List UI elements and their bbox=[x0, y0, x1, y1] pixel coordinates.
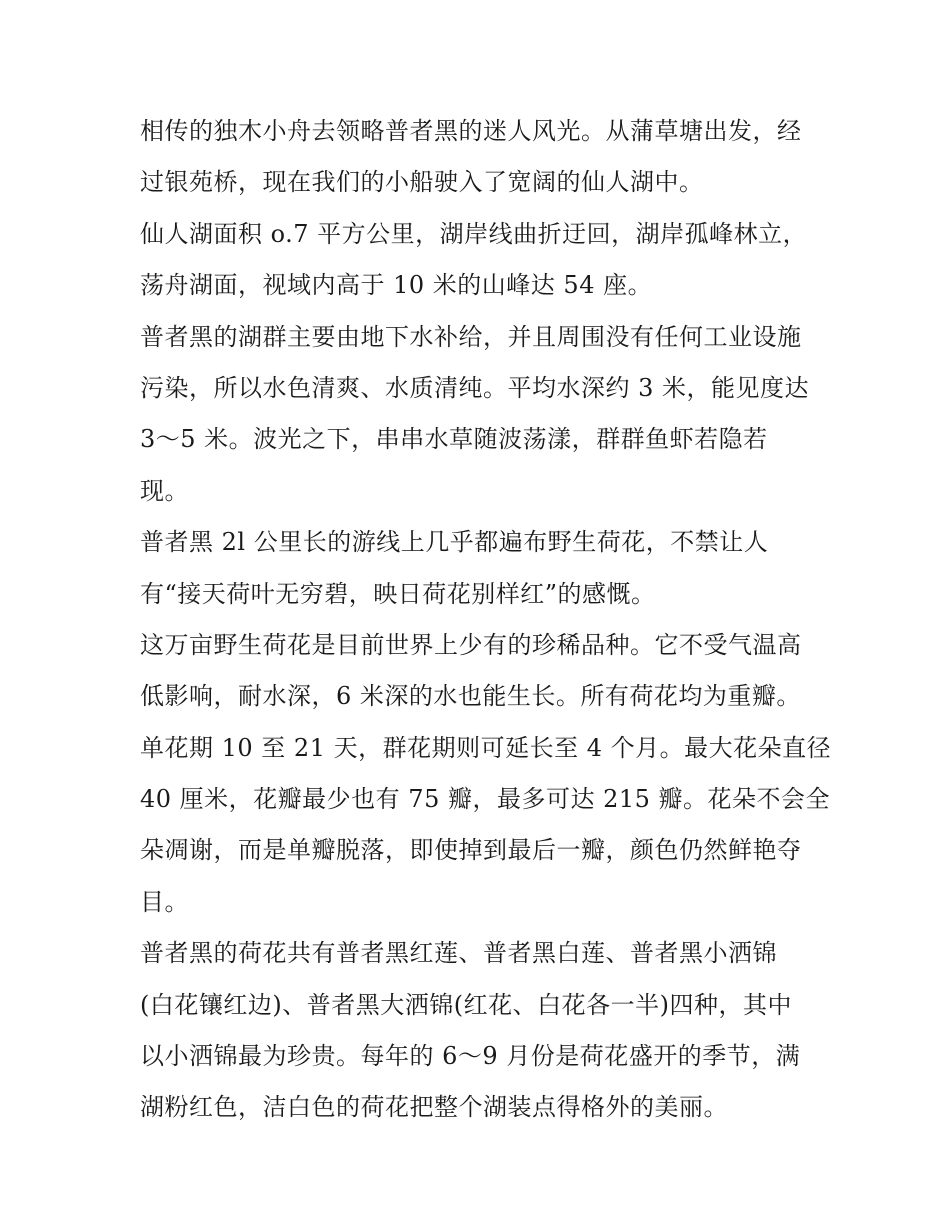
text-line: 40 厘米，花瓣最少也有 75 瓣，最多可达 215 瓣。花朵不会全 bbox=[140, 785, 831, 814]
text-line: 过银苑桥，现在我们的小船驶入了宽阔的仙人湖中。 bbox=[140, 168, 704, 197]
text-line: 单花期 10 至 21 天，群花期则可延长至 4 个月。最大花朵直径 bbox=[140, 733, 832, 762]
text-line: 3～5 米。波光之下，串串水草随波荡漾，群群鱼虾若隐若 bbox=[140, 425, 768, 454]
text-line: 目。 bbox=[140, 887, 189, 916]
text-line: 有“接天荷叶无穷碧，映日荷花别样红”的感慨。 bbox=[140, 579, 656, 608]
text-line: 朵凋谢，而是单瓣脱落，即使掉到最后一瓣，颜色仍然鲜艳夺 bbox=[140, 836, 802, 865]
text-line: 污染，所以水色清爽、水质清纯。平均水深约 3 米，能见度达 bbox=[140, 373, 810, 402]
text-line: 以小洒锦最为珍贵。每年的 6～9 月份是荷花盛开的季节，满 bbox=[140, 1042, 801, 1071]
text-line: 普者黑的湖群主要由地下水补给，并且周围没有任何工业设施 bbox=[140, 322, 802, 351]
text-line: (白花镶红边)、普者黑大洒锦(红花、白花各一半)四种，其中 bbox=[140, 990, 792, 1019]
text-line: 仙人湖面积 o.7 平方公里，湖岸线曲折迂回，湖岸孤峰林立， bbox=[140, 219, 808, 248]
text-line: 普者黑的荷花共有普者黑红莲、普者黑白莲、普者黑小洒锦 bbox=[140, 939, 777, 968]
text-line: 低影响，耐水深，6 米深的水也能生长。所有荷花均为重瓣。 bbox=[140, 682, 801, 711]
text-line: 这万亩野生荷花是目前世界上少有的珍稀品种。它不受气温高 bbox=[140, 630, 802, 659]
text-line: 相传的独木小舟去领略普者黑的迷人风光。从蒲草塘出发，经 bbox=[140, 117, 802, 145]
text-line: 湖粉红色，洁白色的荷花把整个湖装点得格外的美丽。 bbox=[140, 1093, 728, 1122]
body-text bbox=[140, 106, 832, 1134]
text-line: 普者黑 2l 公里长的游线上几乎都遍布野生荷花，不禁让人 bbox=[140, 528, 769, 557]
text-line: 荡舟湖面，视域内高于 10 米的山峰达 54 座。 bbox=[140, 271, 653, 300]
text-line: 现。 bbox=[140, 476, 189, 505]
